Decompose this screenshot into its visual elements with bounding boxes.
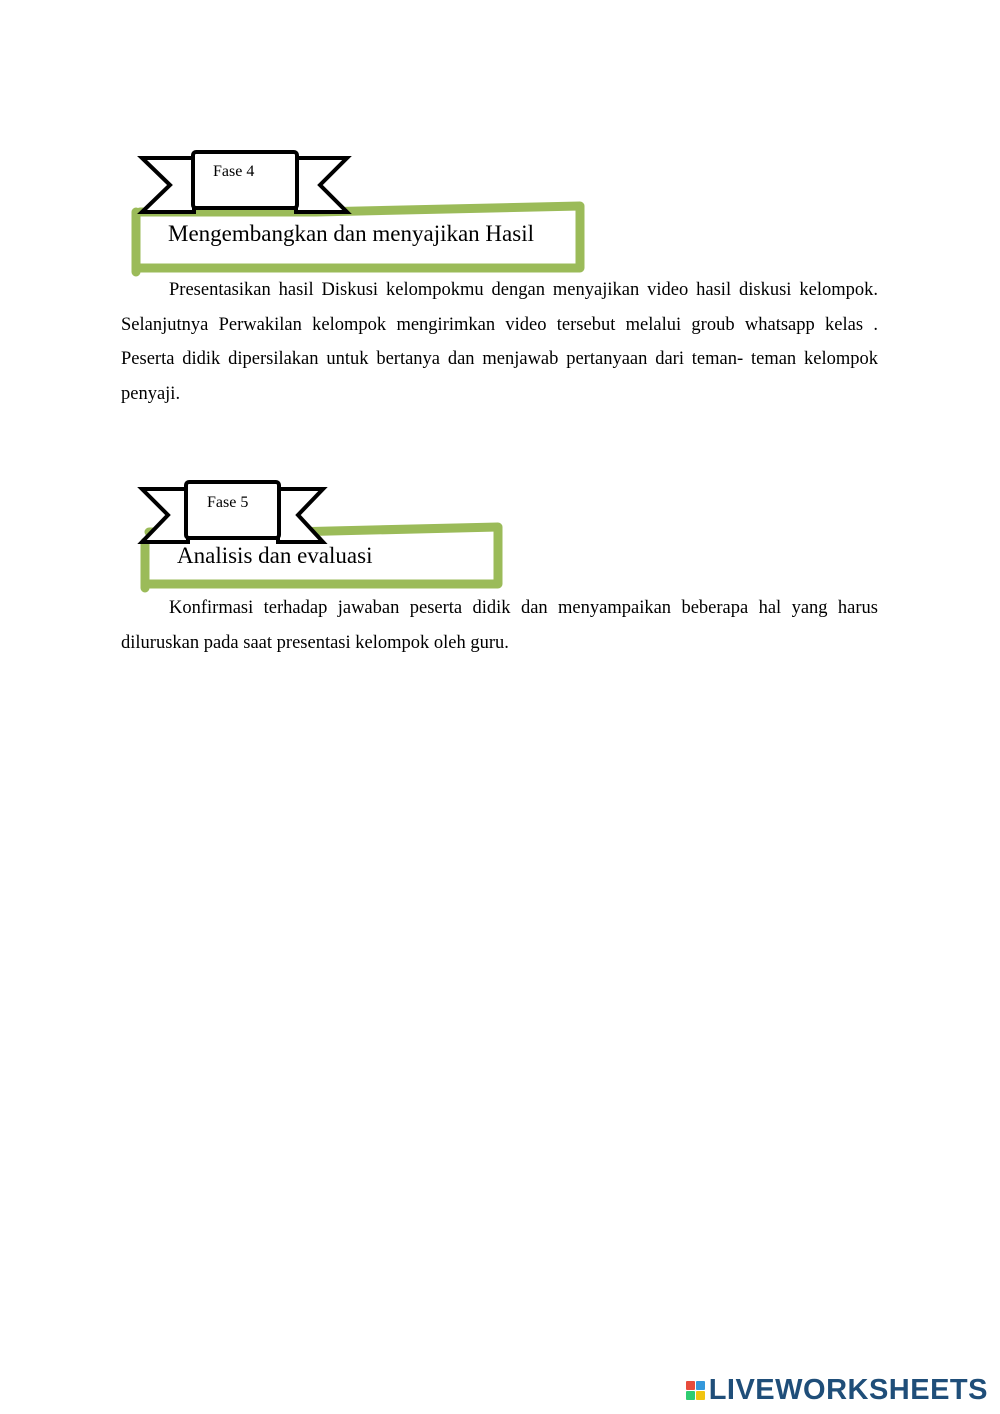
liveworksheets-logo-icon [686, 1381, 705, 1400]
section-paragraph: Konfirmasi terhadap jawaban peserta didik dan menyampaikan beberapa hal yang harus diluruskan pada saat presentasi kelompok oleh guru. [121, 598, 878, 653]
section-heading: Mengembangkan dan menyajikan Hasil [168, 221, 534, 246]
section-paragraph: Presentasikan hasil Diskusi kelompokmu dengan menyajikan video hasil diskusi kelompok. Selanjutnya Perwakilan kelompok mengirimkan video tersebut melalui groub whatsapp kelas . Peserta didik dipersilakan untuk bertanya dan menjawab pertanyaan dari teman- teman kelompok penyaji. [121, 280, 878, 405]
fase-label: Fase 4 [213, 163, 255, 180]
section-fase-4 [0, 140, 1000, 420]
ribbon-banner-fase-4 [0, 140, 600, 280]
liveworksheets-watermark [686, 1374, 988, 1406]
section-heading: Analisis dan evaluasi [177, 543, 373, 568]
ribbon-banner-fase-5 [0, 470, 600, 600]
section-fase-5 [0, 470, 1000, 670]
watermark-text: LIVEWORKSHEETS [708, 1374, 988, 1406]
fase-label: Fase 5 [207, 494, 249, 511]
